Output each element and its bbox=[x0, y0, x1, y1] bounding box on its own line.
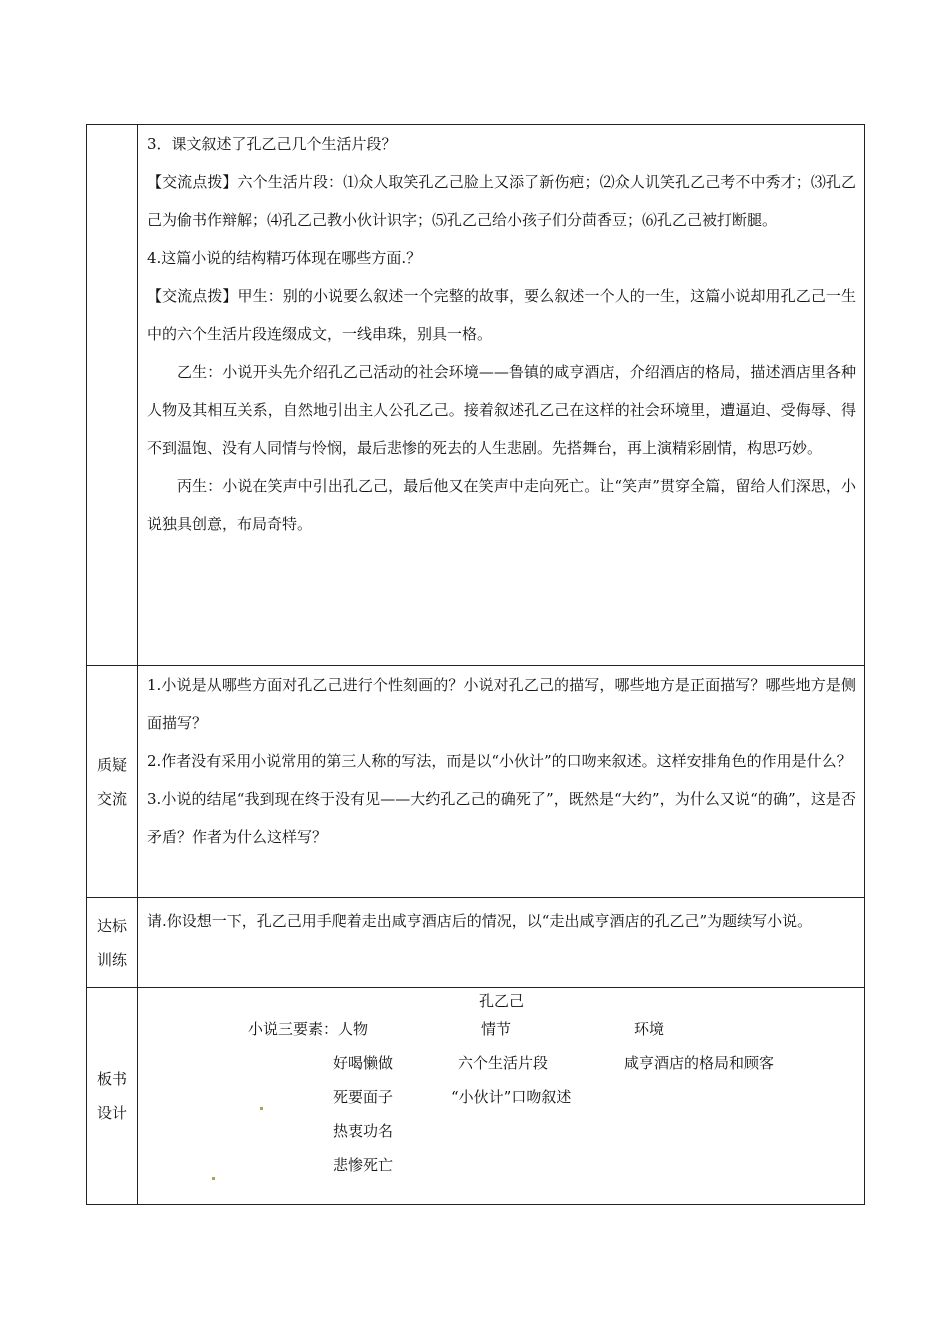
practice-text: 请.你设想一下，孔乙己用手爬着走出咸亨酒店后的情况，以“走出咸亨酒店的孔乙己”为题续写小说。 bbox=[147, 912, 813, 930]
row4-content-cell bbox=[138, 988, 865, 1205]
board-character-4: 悲惨死亡 bbox=[333, 1156, 394, 1174]
row3-content-cell bbox=[138, 898, 865, 988]
row-question-exchange bbox=[87, 666, 865, 898]
row2-label-1: 质疑 bbox=[96, 755, 127, 774]
question-4: 4.这篇小说的结构精巧体现在哪些方面.？ bbox=[147, 249, 422, 267]
board-environment-label: 环境 bbox=[634, 1020, 665, 1038]
board-environment-1: 咸亨酒店的格局和顾客 bbox=[624, 1054, 775, 1072]
board-plot-2: “小伙计”口吻叙述 bbox=[451, 1088, 572, 1106]
row3-label-cell bbox=[87, 898, 138, 988]
row-board-design bbox=[87, 988, 865, 1205]
board-header-row bbox=[147, 1012, 856, 1046]
board-row-1 bbox=[147, 1046, 856, 1080]
row2-label-2: 交流 bbox=[96, 789, 127, 808]
board-character-2: 死要面子 bbox=[333, 1088, 394, 1106]
board-title: 孔乙己 bbox=[478, 992, 524, 1010]
row-structure-discussion bbox=[87, 125, 865, 666]
answer-4-bing: 丙生：小说在笑声中引出孔乙己，最后他又在笑声中走向死亡。让“笑声”贯穿全篇，留给人们深思，小说独具创意，布局奇特。 bbox=[147, 477, 856, 533]
decorative-dot bbox=[260, 1107, 263, 1110]
row2-label-cell bbox=[87, 666, 138, 898]
board-plot-1: 六个生活片段 bbox=[458, 1054, 549, 1072]
answer-3: 【交流点拨】六个生活片段：⑴众人取笑孔乙己脸上又添了新伤疤；⑵众人讥笑孔乙己考不中秀才；⑶孔乙己为偷书作辩解；⑷孔乙己教小伙计识字；⑸孔乙己给小孩子们分茴香豆；⑹孔乙己被打断腿。 bbox=[147, 173, 856, 229]
row3-label-1: 达标 bbox=[96, 916, 127, 935]
row4-label-2: 设计 bbox=[96, 1104, 127, 1122]
row2-content-cell bbox=[138, 666, 865, 898]
exchange-question-1: 1.小说是从哪些方面对孔乙己进行个性刻画的？小说对孔乙己的描写，哪些地方是正面描写？哪些地方是侧面描写？ bbox=[147, 676, 856, 732]
row4-label-cell bbox=[87, 988, 138, 1205]
board-plot-label: 情节 bbox=[481, 1020, 512, 1038]
board-row-3 bbox=[147, 1114, 856, 1148]
board-row-4 bbox=[147, 1148, 856, 1182]
lesson-table bbox=[86, 124, 865, 1205]
board-character-3: 热衷功名 bbox=[333, 1122, 394, 1140]
row1-label-cell bbox=[87, 125, 138, 666]
question-3: 3．课文叙述了孔乙己几个生活片段？ bbox=[147, 135, 397, 153]
exchange-question-3: 3.小说的结尾“我到现在终于没有见——大约孔乙己的确死了”，既然是“大约”，为什么又说“的确”，这是否矛盾？作者为什么这样写？ bbox=[147, 790, 856, 846]
board-row-2 bbox=[147, 1080, 856, 1114]
exchange-question-2: 2.作者没有采用小说常用的第三人称的写法，而是以“小伙计”的口吻来叙述。这样安排角色的作用是什么？ bbox=[147, 752, 852, 770]
row1-content-cell bbox=[138, 125, 865, 666]
row4-label-1: 板书 bbox=[96, 1070, 127, 1088]
row3-label-2: 训练 bbox=[96, 950, 127, 969]
row-practice bbox=[87, 898, 865, 988]
board-character-1: 好喝懒做 bbox=[333, 1054, 394, 1072]
decorative-dot bbox=[212, 1177, 215, 1180]
answer-4-yi: 乙生：小说开头先介绍孔乙己活动的社会环境——鲁镇的咸亨酒店，介绍酒店的格局，描述酒店里各种人物及其相互关系，自然地引出主人公孔乙己。接着叙述孔乙己在这样的社会环境里，遭逼迫、受侮辱、得不到温饱、没有人同情与怜悯，最后悲惨的死去的人生悲剧。先搭舞台，再上演精彩剧情，构思巧妙。 bbox=[147, 363, 856, 457]
answer-4-jia: 【交流点拨】甲生：别的小说要么叙述一个完整的故事，要么叙述一个人的一生，这篇小说却用孔乙己一生中的六个生活片段连缀成文，一线串珠，别具一格。 bbox=[147, 287, 856, 343]
board-elements-label: 小说三要素：人物 bbox=[248, 1020, 369, 1038]
